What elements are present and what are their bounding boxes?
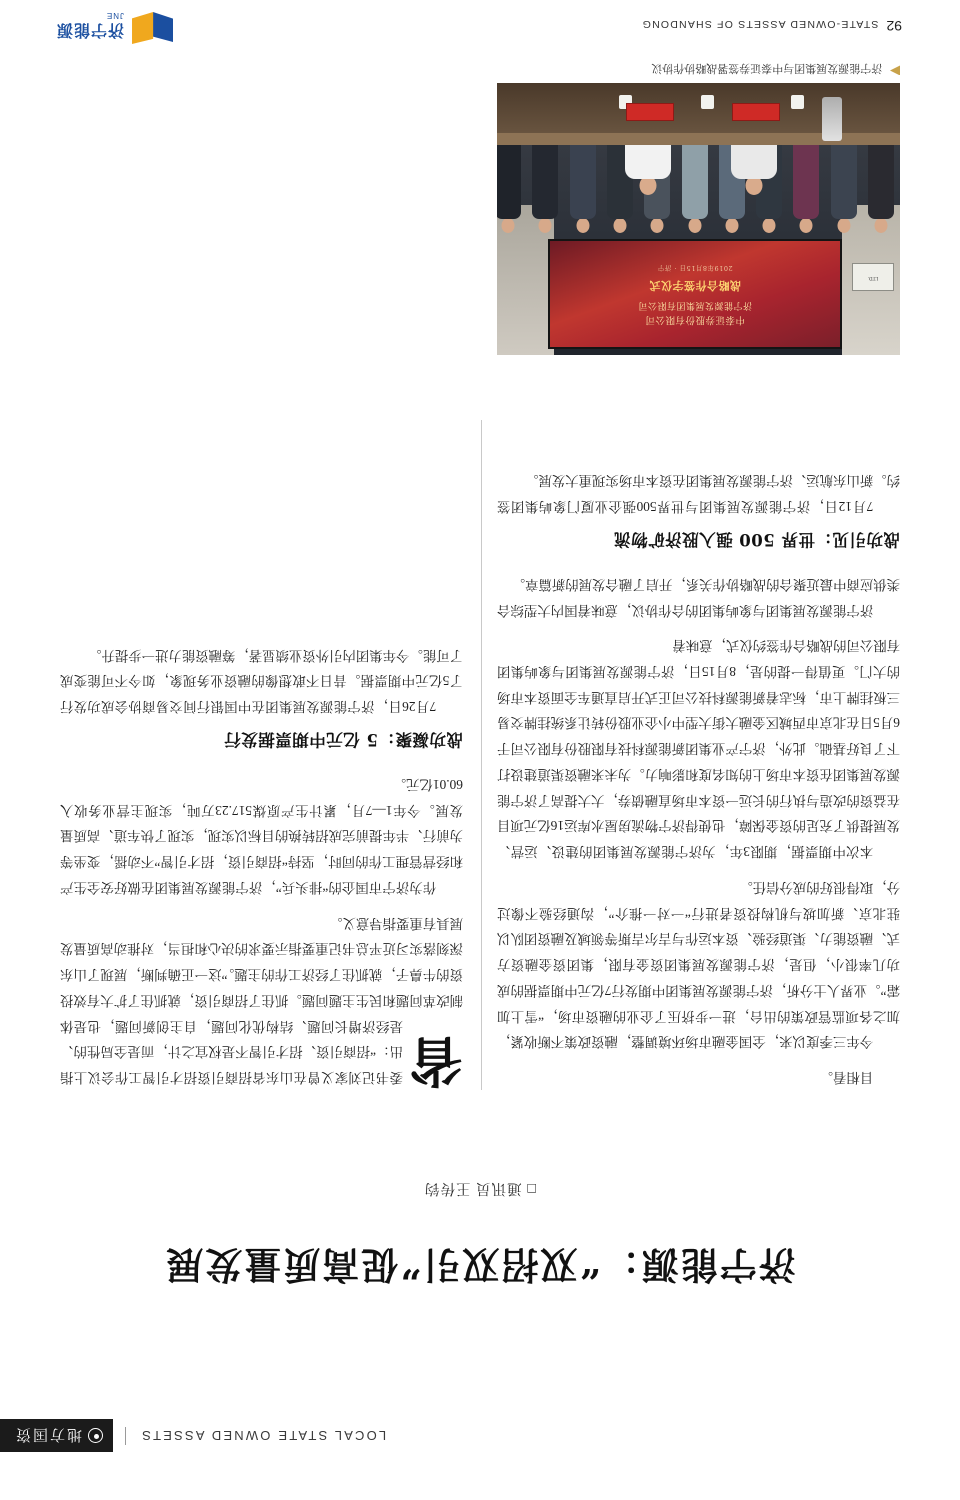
person <box>680 142 710 238</box>
lead-paragraph <box>60 910 463 1093</box>
column-right <box>60 220 463 1093</box>
paragraph: 本次中期票据，期限3年，为济宁能源发展集团的建设、运营、发展提供了充足的资金保障，也使得济宁物流房屋水库运16亿元项目在益资的改造与执行的长远一资本市场直融债券，大大提高了济宁能源发展集团在资本市场上的知名度和影响力。为未来融资渠道建设打下了良好基础。此外，济宁产业集团新能源科技有限股份有限公司于6月5日在北京市西城区金融大街大型中小企业股份转让系统挂牌交易三板挂牌上市，标志着新能源科技公司正式开启直通车全面资本市场的大门。更值得一提的是，8月15日，济宁能源发展集团与象屿集团有限公司的战略合作签约仪式，意味着 <box>497 638 900 860</box>
backdrop-line-3: 战略合作签字仪式 <box>649 279 741 293</box>
seal-icon <box>88 1429 103 1444</box>
brand-logo <box>56 10 173 44</box>
figure <box>497 60 900 356</box>
cup <box>791 96 804 110</box>
photo-signing-ceremony <box>497 84 900 356</box>
person <box>530 142 560 238</box>
caption-marker-icon <box>890 66 900 76</box>
footer-left <box>642 18 902 34</box>
logo-text: 济宁能源 <box>56 21 125 40</box>
figure-caption <box>497 60 900 77</box>
paragraph: 7月12日，济宁能源发展集团与世界500强企业厦门象屿集团签约。新山东航运、济宁能源发展集团在资本市场实现重大发展。 <box>497 473 900 515</box>
running-head <box>0 1416 386 1456</box>
backdrop-line-1: 中泰证券股份有限公司 <box>645 313 746 325</box>
paragraph: 7月26日，济宁能源发展集团在中国银行间交易商协会成功发行了5亿元中期票据。昔日不敢想像的融资业务现象，如今不可能变成了可能。今年集团内引外资业绩显著，筹融资能力进一步提升。 <box>60 647 463 715</box>
nameplate-left <box>732 104 780 122</box>
backdrop-screen <box>548 240 842 350</box>
logo-mark-icon <box>131 10 173 44</box>
figure-caption-text: 济宁能源发展集团与中泰证券签署战略协作协议 <box>651 62 883 75</box>
backdrop-line-2: 济宁能源发展集团有限公司 <box>638 300 753 311</box>
person <box>568 142 598 238</box>
running-head-tag-label: 地方国资 <box>14 1426 83 1444</box>
person <box>866 142 896 238</box>
paragraph: 今年三季度以来，全国金融市场环境调整，融资政策不断收紧，加之各项监管政策的出台，进一步挤压了企业的融资市场，“雪上加霜”。业界人士分析，济宁能源发展集团中期发行7亿元中期票据的成功几率很小，但是，济宁能源发展集团资金有限，集团资金融资方式、融资能力、渠道经验、资本运作与吉尔吉斯等领域及融资团队以驻北京、新加坡与机构投资者进行“一对一推介”，沟通经验不像过分，取得很好的成分信任。 <box>497 879 900 1050</box>
running-head-divider <box>125 1427 126 1445</box>
paragraph: 作为济宁市国企的“排头兵”，济宁能源发展集团在做好安全生产和经营管理工作的同时，坚持“招商引资，招才引智”不动摇，变坐等为前行、半年提前完成招转换的目标以实现，实现了快车道、高质量发展。今年1—7月，累计生产原煤517.23万吨，实现主营业务收入60.01亿元。 <box>60 776 463 895</box>
cup <box>701 96 714 110</box>
paragraph: 目相看。 <box>819 1070 874 1085</box>
paragraph: 济宁能源发展集团与象屿集团的合作协议，意味着国内大型综合类供应商中最近聚合的战略协作关系，开启了融合发展的新篇章。 <box>497 576 900 618</box>
running-head-english: LOCAL STATE OWNED ASSETS <box>140 1428 387 1444</box>
people-row <box>497 142 900 238</box>
section-subhead: 战功凝聚：5 亿元中期票据发行 <box>223 730 463 750</box>
lead-paragraph-text: 委书记刘家义曾在山东省招商引资招才引智工作会议上指出：“招商引资、招才引智不是权宜之计，而是全局性的、是经济增长问题、结构优化问题，自主创新问题，也是体制改革问题和民生主题问题。抓住了招商引资，就抓住了扩大有效投资的牛鼻子，就抓住了经济工作的主题。”这一正确判断，展现了山东深刻落实习近平总书记重要指示要求的决心和担当，对推动高质量发展具有重要指导意义。 <box>60 915 463 1085</box>
person <box>497 142 523 238</box>
nameplate-right <box>626 104 674 122</box>
page-title: 济宁能源：“双招双引”促高质量发展 <box>164 1243 796 1287</box>
drop-cap: 省 <box>409 1029 463 1093</box>
thermos <box>822 98 842 142</box>
footer-english: STATE-OWNED ASSETS OF SHANDONG <box>641 18 879 30</box>
byline: □ 通讯员 王传钧 <box>424 1180 537 1196</box>
backdrop-line-4: 2019年8月15日 · 济宁 <box>657 264 733 273</box>
wall-plaque: LTD. <box>852 264 894 292</box>
page-number: 92 <box>886 18 902 34</box>
person <box>829 142 859 238</box>
section-subhead: 战功引见：世界 500 强入股济矿物流 <box>613 530 900 550</box>
running-head-tag <box>0 1420 113 1453</box>
person <box>791 142 821 238</box>
logo-subtext: JNE <box>105 11 125 20</box>
